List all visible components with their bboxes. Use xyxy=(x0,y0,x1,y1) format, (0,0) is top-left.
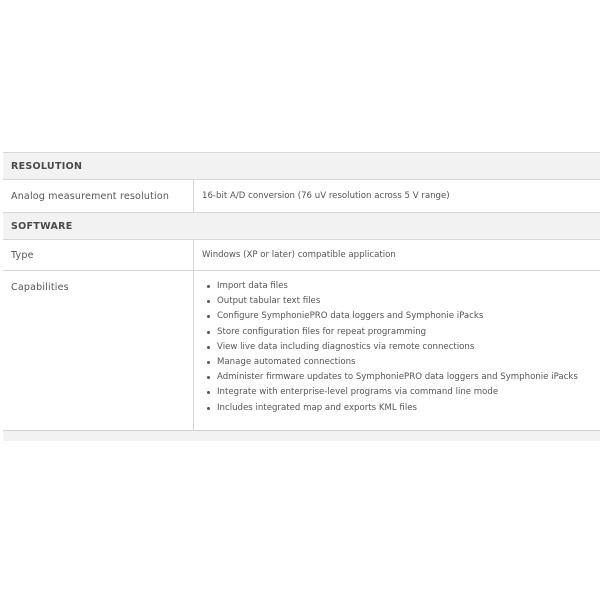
bullet-icon xyxy=(207,346,210,349)
bullet-icon xyxy=(207,391,210,394)
list-item xyxy=(201,279,600,294)
list-item xyxy=(201,325,600,340)
bullet-icon xyxy=(207,361,210,364)
spec-table xyxy=(3,152,600,441)
list-item xyxy=(201,401,600,416)
table-row-analog-resolution xyxy=(3,180,600,213)
list-item xyxy=(201,309,600,324)
section-header-resolution: RESOLUTION xyxy=(3,153,600,180)
row-value-analog-resolution: 16-bit A/D conversion (76 uV resolution across 5 V range) xyxy=(202,191,450,201)
bullet-icon xyxy=(207,376,210,379)
section-header-software: SOFTWARE xyxy=(3,213,600,240)
table-footer-band xyxy=(3,430,600,441)
capabilities-list xyxy=(194,279,600,416)
bullet-icon xyxy=(207,300,210,303)
list-item-text: Integrate with enterprise-level programs via command line mode xyxy=(217,387,499,398)
list-item xyxy=(201,294,600,309)
list-item-text: Output tabular text files xyxy=(217,296,321,307)
list-item xyxy=(201,385,600,400)
row-value-capabilities xyxy=(194,271,600,430)
list-item-text: Import data files xyxy=(217,281,288,291)
row-label-analog-resolution: Analog measurement resolution xyxy=(3,180,194,212)
row-value-type: Windows (XP or later) compatible application xyxy=(202,250,396,260)
list-item-text: Configure SymphoniePRO data loggers and Symphonie iPacks xyxy=(217,311,484,322)
table-row-type xyxy=(3,240,600,271)
row-label-type: Type xyxy=(3,240,194,270)
list-item xyxy=(201,340,600,355)
bullet-icon xyxy=(207,285,210,288)
list-item-text: Administer firmware updates to SymphoniePRO data loggers and Symphonie iPacks xyxy=(217,372,578,383)
list-item xyxy=(201,355,600,370)
table-row-capabilities xyxy=(3,271,600,430)
list-item-text: Store configuration files for repeat programming xyxy=(217,326,427,337)
list-item-text: Includes integrated map and exports KML files xyxy=(217,402,417,413)
list-item xyxy=(201,370,600,385)
bullet-icon xyxy=(207,315,210,318)
list-item-text: View live data including diagnostics via remote connections xyxy=(217,341,475,352)
row-label-capabilities: Capabilities xyxy=(3,271,194,430)
bullet-icon xyxy=(207,331,210,334)
bullet-icon xyxy=(207,407,210,410)
list-item-text: Manage automated connections xyxy=(217,356,356,367)
